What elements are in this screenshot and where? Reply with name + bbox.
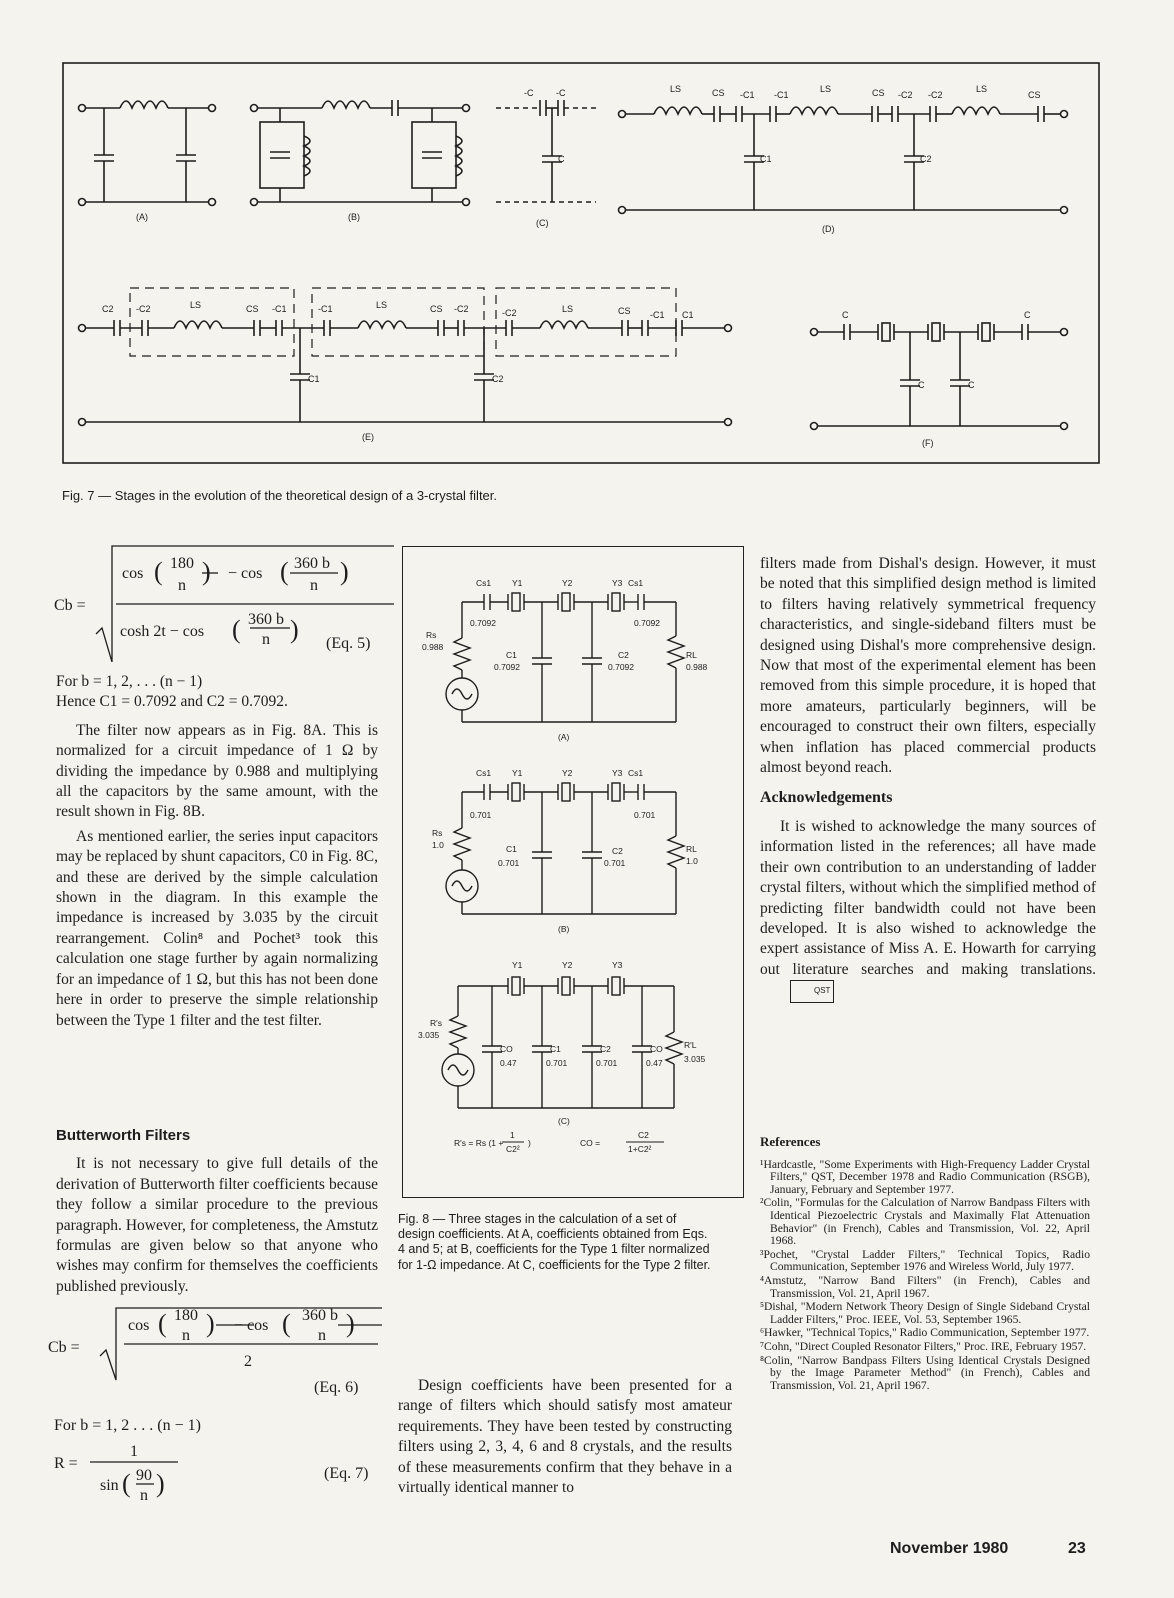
svg-text:(: ( (232, 615, 241, 644)
schematic-b (251, 100, 470, 206)
reference-item: ³Pochet, "Crystal Ladder Filters," Technical Topics, Radio Communication, September 1976 and Wireless World, July 1977. (760, 1247, 1090, 1274)
svg-text:C2²: C2² (506, 1144, 520, 1154)
svg-text:0.701: 0.701 (604, 858, 626, 868)
svg-text:CO: CO (650, 1044, 663, 1054)
label-c2-neg-e: -C2 (136, 304, 151, 314)
label-c1-neg-e2: -C1 (318, 304, 333, 314)
label-c2-shunt-e: C2 (492, 374, 504, 384)
svg-text:Cs1: Cs1 (628, 768, 644, 778)
svg-text:n: n (140, 1487, 148, 1504)
fig7-label-f: (F) (922, 438, 934, 448)
schematic-d (619, 106, 1068, 214)
svg-text:0.701: 0.701 (498, 858, 520, 868)
for-b-line: For b = 1, 2, . . . (n − 1) (56, 673, 203, 690)
svg-text:(: ( (282, 1309, 291, 1338)
svg-text:RL: RL (686, 650, 697, 660)
label-c1-neg-e3: -C1 (650, 310, 665, 320)
svg-text:(C): (C) (558, 1116, 570, 1126)
label-ls-e3: LS (562, 304, 574, 314)
label-ls-d3: LS (976, 84, 988, 94)
figure-7-schematics (62, 62, 1100, 476)
butterworth-heading: Butterworth Filters (56, 1127, 191, 1144)
footer-issue-date: November 1980 (890, 1540, 1009, 1557)
svg-text:R =: R = (54, 1455, 78, 1472)
figure-8-caption: Fig. 8 — Three stages in the calculation of a set of design coefficients. At A, coefficients obtained from Eqs. 4 and 5; at B, coefficients for the Type 1 filter normalized for 1-Ω impedance. At C, coefficients for the Type 2 filter. (398, 1212, 711, 1272)
svg-text:(Eq. 5): (Eq. 5) (326, 635, 371, 652)
svg-text:R's = Rs (1 +: R's = Rs (1 + (454, 1138, 504, 1148)
svg-text:Y1: Y1 (512, 960, 523, 970)
label-c2-neg-d1: -C2 (898, 90, 913, 100)
label-c1-neg-d2: -C1 (774, 90, 789, 100)
svg-text:0.7092: 0.7092 (470, 618, 496, 628)
label-c1-shunt-e: C1 (308, 374, 320, 384)
schematic-a (79, 101, 216, 206)
label-cs-e2: CS (430, 304, 443, 314)
svg-text:cos: cos (128, 1317, 150, 1334)
figure-7-frame (63, 63, 1099, 463)
hence-line: Hence C1 = 0.7092 and C2 = 0.7092. (56, 693, 288, 711)
reference-item: ¹Hardcastle, "Some Experiments with High-Frequency Ladder Crystal Filters," QST, December 1978 and Radio Communication (RSGB), January, February and September 1977. (760, 1157, 1090, 1196)
svg-text:): ) (346, 1309, 355, 1338)
svg-text:360 b: 360 b (248, 611, 284, 628)
svg-text:C2: C2 (618, 650, 629, 660)
label-ls-e1: LS (190, 300, 202, 310)
fig8-circuit-a (446, 593, 684, 722)
fig7-label-b: (B) (348, 212, 360, 222)
svg-text:1: 1 (130, 1443, 138, 1460)
label-c1-e: C1 (682, 310, 694, 320)
schematic-e (79, 288, 732, 426)
svg-text:Y2: Y2 (562, 960, 573, 970)
svg-text:Y2: Y2 (562, 768, 573, 778)
svg-text:Y1: Y1 (512, 768, 523, 778)
svg-text:1.0: 1.0 (432, 840, 444, 850)
label-c-f3: C (918, 380, 925, 390)
label-ls-d2: LS (820, 84, 832, 94)
svg-text:0.701: 0.701 (546, 1058, 568, 1068)
svg-text:Cs1: Cs1 (628, 578, 644, 588)
equation-5 (54, 544, 394, 662)
equation-6 (48, 1300, 382, 1400)
equation-7 (54, 1414, 384, 1526)
svg-text:Y3: Y3 (612, 578, 623, 588)
references-heading: References (760, 1134, 821, 1149)
acknowledgements-text: It is wished to acknowledge the many sources of information listed in the references; all have made their own contribution to an understanding of ladder crystal filters, without which the simplified method of predicting filter bandwidth could not have been developed. It is also wished to acknowledge the expert assistance of Miss A. E. Howarth for carrying out literature searches and making translations. (760, 817, 1096, 978)
label-c2-neg-d2: -C2 (928, 90, 943, 100)
fig7-label-d: (D) (822, 224, 835, 234)
svg-text:RL: RL (686, 844, 697, 854)
label-c2-e: C2 (102, 304, 114, 314)
svg-text:0.47: 0.47 (646, 1058, 663, 1068)
svg-text:): ) (156, 1469, 165, 1498)
svg-text:0.7092: 0.7092 (608, 662, 634, 672)
svg-text:360 b: 360 b (294, 555, 330, 572)
svg-text:Rs: Rs (432, 828, 443, 838)
svg-text:0.988: 0.988 (422, 642, 444, 652)
svg-text:0.701: 0.701 (634, 810, 656, 820)
reference-item: ⁸Colin, "Narrow Bandpass Filters Using Identical Crystals Designed by the Image Parameter Method" (in French), Cables and Transmission, Vol. 21, April 1967. (760, 1353, 1090, 1392)
label-ls-d1: LS (670, 84, 682, 94)
paragraph-butterworth: It is not necessary to give full details of the derivation of Butterworth filter coefficients because they follow a similar procedure to the previous paragraph. However, for completeness, the Amstutz formulas are given below so that anyone who wishes may confirm for themselves the coefficients published previously. (56, 1155, 378, 1295)
svg-text:Y3: Y3 (612, 768, 623, 778)
svg-text:): ) (290, 615, 299, 644)
figure-8-schematics (402, 546, 744, 1196)
svg-text:Y2: Y2 (562, 578, 573, 588)
qst-end-mark: QST (790, 980, 834, 1002)
label-c-f1: C (842, 310, 849, 320)
svg-text:Y1: Y1 (512, 578, 523, 588)
paragraph-dishal-continued: filters made from Dishal's design. However, it must be noted that this simplified design method is limited to filters having relatively symmetrical frequency characteristics, and single-sideband filters must be designed using Dishal's more comprehensive design. Now that most of the experimental element has been removed from this simple procedure, it is hoped that more amateurs, particularly beginners, will be encouraged to construct their own filters, especially when inflation has placed commercial products almost beyond reach. (760, 555, 1096, 777)
label-cs-d1: CS (712, 88, 725, 98)
schematic-f (811, 323, 1068, 430)
middle-bottom-column (398, 1376, 732, 1502)
paragraph-shunt-capacitors: As mentioned earlier, the series input capacitors may be replaced by shunt capacitors, C0 in Fig. 8C, and these are derived by the simple calculation shown in the diagram. In this example the impedance is increased by 3.035 by the circuit rearrangement. Colin⁸ and Pochet³ took this calculation one stage further by again normalizing for an impedance of 1 Ω, but this has not been done here in order to preserve the simple relationship between the Type 1 filter and the test filter. (56, 827, 378, 1029)
svg-text:C2: C2 (638, 1130, 649, 1140)
svg-text:180: 180 (174, 1307, 198, 1324)
left-column (56, 672, 378, 1035)
label-ls-e2: LS (376, 300, 388, 310)
paragraph-design-coefficients: Design coefficients have been presented for a range of filters which should satisfy most amateur requirements. They have been tested by constructing filters using 2, 3, 4, 6 and 8 crystals, and the results of these measurements confirm that they behave in a virtually identical manner to (398, 1377, 732, 1497)
svg-text:Cb =: Cb = (54, 597, 86, 614)
reference-item: ⁴Amstutz, "Narrow Band Filters" (in French), Cables and Transmission, Vol. 21, April 1967. (760, 1273, 1090, 1300)
svg-text:0.701: 0.701 (470, 810, 492, 820)
svg-text:Cs1: Cs1 (476, 768, 492, 778)
fig7-label-e: (E) (362, 432, 374, 442)
svg-text:360 b: 360 b (302, 1307, 338, 1324)
svg-text:n: n (310, 577, 318, 594)
svg-text:Cs1: Cs1 (476, 578, 492, 588)
svg-text:180: 180 (170, 555, 194, 572)
svg-text:): ) (340, 557, 349, 586)
label-c1-neg-d1: -C1 (740, 90, 755, 100)
svg-text:3.035: 3.035 (418, 1030, 440, 1040)
svg-text:CO =: CO = (580, 1138, 601, 1148)
svg-text:C1: C1 (506, 650, 517, 660)
footer-page-number: 23 (1068, 1540, 1086, 1557)
svg-text:0.47: 0.47 (500, 1058, 517, 1068)
right-column (760, 554, 1096, 1007)
paragraph-fig8a: The filter now appears as in Fig. 8A. This is normalized for a circuit impedance of 1 Ω by dividing the impedance by 0.988 and multiplying all the capacitors by the same amount, with the result shown in Fig. 8B. (56, 721, 378, 821)
reference-item: ²Colin, "Formulas for the Calculation of Narrow Bandpass Filters with Identical Piezoelectric Crystals and Maximally Flat Attenuation Behavior" (in French), Cables and Transmission, Vol. 22, April 1968. (760, 1196, 1090, 1248)
label-c1-d: C1 (760, 154, 772, 164)
svg-text:Y3: Y3 (612, 960, 623, 970)
svg-text:): ) (202, 557, 211, 586)
svg-text:C2: C2 (600, 1044, 611, 1054)
svg-text:cosh 2t − cos: cosh 2t − cos (120, 623, 205, 640)
label-c1-neg-e1: -C1 (272, 304, 287, 314)
svg-text:(: ( (280, 557, 289, 586)
schematic-c (496, 100, 596, 202)
svg-text:R's: R's (430, 1018, 443, 1028)
svg-text:2: 2 (244, 1353, 252, 1370)
svg-text:1+C2²: 1+C2² (628, 1144, 652, 1154)
svg-text:0.7092: 0.7092 (634, 618, 660, 628)
svg-text:C1: C1 (506, 844, 517, 854)
figure-7-caption: Fig. 7 — Stages in the evolution of the theoretical design of a 3-crystal filter. (62, 488, 498, 503)
label-cs-e1: CS (246, 304, 259, 314)
svg-text:(: ( (158, 1309, 167, 1338)
svg-text:sin: sin (100, 1477, 119, 1494)
svg-text:(: ( (154, 557, 163, 586)
svg-text:n: n (262, 631, 270, 648)
label-c-neg-1: -C (524, 88, 534, 98)
svg-text:(: ( (122, 1469, 131, 1498)
acknowledgements-heading: Acknowledgements (760, 789, 893, 807)
label-c2-d: C2 (920, 154, 932, 164)
svg-text:1: 1 (510, 1130, 515, 1140)
label-c2-neg-e2: -C2 (454, 304, 469, 314)
svg-text:0.7092: 0.7092 (494, 662, 520, 672)
svg-text:0.988: 0.988 (686, 662, 708, 672)
svg-text:n: n (182, 1327, 190, 1344)
label-cs-e3: CS (618, 306, 631, 316)
fig7-label-c: (C) (536, 218, 549, 228)
svg-text:): ) (206, 1309, 215, 1338)
svg-text:C1: C1 (550, 1044, 561, 1054)
label-c-shunt: C (558, 154, 565, 164)
svg-text:Rs: Rs (426, 630, 437, 640)
svg-text:− cos: − cos (228, 565, 263, 582)
reference-item: ⁶Hawker, "Technical Topics," Radio Communication, September 1977. (760, 1326, 1090, 1340)
svg-text:3.035: 3.035 (684, 1054, 706, 1064)
svg-text:1.0: 1.0 (686, 856, 698, 866)
label-c-f4: C (968, 380, 975, 390)
label-c-neg-2: -C (556, 88, 566, 98)
svg-text:(Eq. 6): (Eq. 6) (314, 1379, 359, 1396)
label-cs-d3: CS (1028, 90, 1041, 100)
fig8-circuit-b (446, 783, 684, 914)
reference-item: ⁵Dishal, "Modern Network Theory Design of Single Sideband Crystal Ladder Filters," Proc. IEEE, Vol. 53, September 1965. (760, 1300, 1090, 1326)
svg-text:0.701: 0.701 (596, 1058, 618, 1068)
label-cs-d2: CS (872, 88, 885, 98)
label-c2-neg-e3: -C2 (502, 308, 517, 318)
svg-text:(Eq. 7): (Eq. 7) (324, 1465, 369, 1482)
butterworth-section (56, 1126, 378, 1297)
svg-text:n: n (178, 577, 186, 594)
svg-text:(A): (A) (558, 732, 570, 742)
svg-text:C2: C2 (612, 846, 623, 856)
paragraph-acknowledgements (760, 817, 1096, 1003)
svg-text:n: n (318, 1327, 326, 1344)
svg-text:R'L: R'L (684, 1040, 697, 1050)
svg-text:Cb =: Cb = (48, 1339, 80, 1356)
svg-text:For b = 1, 2 . . . (n − 1): For b = 1, 2 . . . (n − 1) (54, 1417, 201, 1434)
label-c-f2: C (1024, 310, 1031, 320)
svg-text:): ) (528, 1138, 531, 1148)
svg-text:(B): (B) (558, 924, 570, 934)
svg-text:− cos: − cos (234, 1317, 269, 1334)
references-section (760, 1136, 1090, 1393)
svg-text:CO: CO (500, 1044, 513, 1054)
fig7-label-a: (A) (136, 212, 148, 222)
reference-item: ⁷Cohn, "Direct Coupled Resonator Filters," Proc. IRE, February 1957. (760, 1339, 1087, 1353)
svg-text:cos: cos (122, 565, 144, 582)
svg-text:90: 90 (136, 1467, 152, 1484)
